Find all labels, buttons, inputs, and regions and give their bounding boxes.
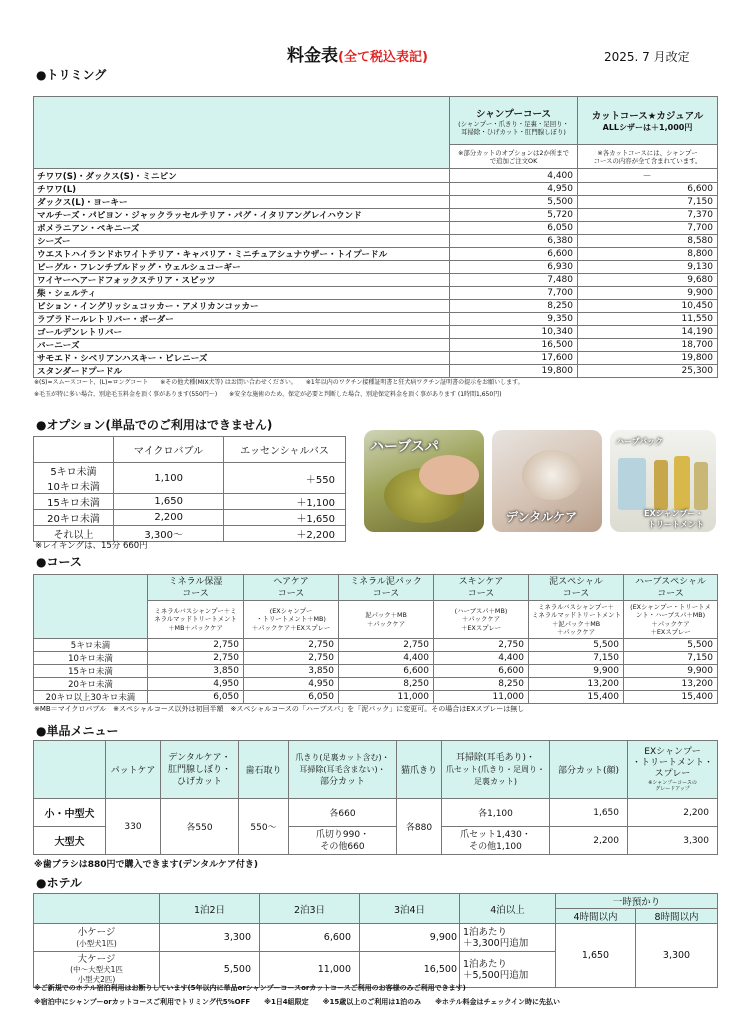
trimming-cut-price: 10,450	[578, 300, 718, 313]
trimming-row	[34, 248, 718, 261]
trimming-breed: ラブラドールレトリバー・ボーダー	[34, 313, 450, 326]
single-row-small-label: 小・中型犬	[34, 799, 106, 827]
trimming-breed: 柴・シェルティ	[34, 287, 450, 300]
course-desc-line: ＋EXスプレー	[650, 628, 691, 636]
single-col-nail	[289, 741, 397, 799]
single-pack-value: 330	[106, 799, 161, 855]
course-desc-line: ミネラルバスシャンプー＋	[538, 602, 614, 611]
course-desc-line: ミネラルバスシャンプー＋ミ	[154, 606, 237, 615]
hotel-note-1: ※ご新規でのホテル宿泊利用はお断りしています(5年以内に単品orシャンプーコースorカットコースご利用のお客様のみご利用できます)	[34, 984, 466, 992]
options-header-blank	[34, 437, 114, 463]
single-col-cat-claw: 猫爪きり	[397, 741, 442, 799]
single-menu-note: ※歯ブラシは880円で購入できます(デンタルケア付き)	[34, 860, 259, 870]
options-row-label: 15キロ未満	[34, 494, 114, 510]
course-price: 15,400	[624, 691, 718, 704]
hotel-col: 4泊以上	[460, 894, 556, 924]
hotel-extra-line: 1泊あたり	[463, 958, 508, 970]
single-row-large-label: 大型犬	[34, 827, 106, 855]
single-col-partcut: 部分カット(顔)	[550, 741, 628, 799]
nail-header-line: 部分カット	[320, 776, 365, 787]
options-row-label: 5キロ未満	[34, 463, 114, 479]
ex-header-line: スプレー	[654, 769, 691, 779]
course-price: 4,400	[434, 652, 529, 665]
hotel-row-label-line: 小ケージ	[77, 926, 116, 938]
options-heading: ●オプション(単品でのご利用はできません)	[36, 418, 273, 432]
course-desc-line: ＋パックケア	[366, 619, 406, 628]
course-price: 15,400	[529, 691, 624, 704]
trimming-row	[34, 235, 718, 248]
hotel-extra-line: ＋3,300円追加	[463, 937, 529, 949]
course-row-label: 20キロ未満	[34, 678, 148, 691]
single-dental-value: 各550	[161, 799, 239, 855]
trimming-cut-price: 25,300	[578, 365, 718, 378]
revision-date: 2025. 7 月改定	[604, 50, 690, 64]
ear-header-line: 足裏カット)	[473, 776, 518, 786]
course-desc-line: ＋パックケア	[651, 619, 690, 628]
hotel-temp-title: 一時預かり	[556, 894, 718, 909]
trimming-breed: チワワ(S)・ダックス(S)・ミニピン	[34, 169, 450, 183]
trimming-breed: ウエストハイランドホワイトテリア・キャバリア・ミニチュアシュナウザー・トイプードル	[34, 248, 450, 261]
course-price: 3,850	[148, 665, 244, 678]
single-partcut-large: 2,200	[550, 827, 628, 855]
hotel-extra-cell	[460, 952, 556, 988]
hotel-temp-4h: 1,650	[556, 924, 636, 988]
dental-header-line: デンタルケア・	[168, 752, 231, 763]
shampoo-course-desc1: (シャンプー・爪きり・足裏・足回り・	[458, 119, 569, 128]
options-cell: ＋2,200	[224, 526, 346, 542]
course-row	[34, 639, 718, 652]
course-price: 6,600	[339, 665, 434, 678]
options-row-label: それ以上	[34, 526, 114, 542]
shampoo-course-desc2: 耳掃除・ひげカット・肛門腺しぼり)	[461, 127, 566, 136]
trimming-cut-price: －	[578, 169, 718, 183]
single-header-blank	[34, 741, 106, 799]
single-claw-value: 各880	[397, 799, 442, 855]
nail-large-line: その他660	[320, 841, 365, 852]
course-desc-line: ミネラルマッドトリートメント	[532, 611, 621, 619]
options-col-microbubble: マイクロバブル	[114, 437, 224, 463]
course-price: 7,150	[624, 652, 718, 665]
trimming-shampoo-price: 4,400	[450, 169, 578, 183]
course-price: 4,950	[244, 678, 339, 691]
single-ex-small: 2,200	[628, 799, 718, 827]
trimming-shampoo-price: 4,950	[450, 183, 578, 196]
cut-course-title: カットコース★カジュアル	[591, 111, 704, 122]
trimming-cut-price: 8,800	[578, 248, 718, 261]
nail-large-line: 爪切り990・	[315, 829, 370, 840]
course-col-desc	[434, 601, 529, 639]
trimming-note-2: ※毛玉が特に多い場合、別途毛玉料金を頂く事があります(550円～) ※安全な施術のため、保定が必要と判断した場合、別途保定料金を頂く事があります (1時間1,650円)	[34, 391, 502, 398]
hotel-temp-col: 4時間以内	[556, 909, 636, 924]
course-price: 6,050	[244, 691, 339, 704]
course-price: 5,500	[624, 639, 718, 652]
course-desc-line: ント・ハーブスパ＋MB)	[635, 611, 706, 619]
herb-pack-label: ハーブパック	[616, 437, 663, 446]
course-title-line: ヘアケア	[273, 576, 309, 587]
hotel-temp-8h: 3,300	[636, 924, 718, 988]
course-price: 13,200	[624, 678, 718, 691]
hotel-cell: 16,500	[360, 952, 460, 988]
hotel-col: 3泊4日	[360, 894, 460, 924]
trimming-breed: ビーグル・フレンチブルドッグ・ウェルシュコーギー	[34, 261, 450, 274]
course-price: 2,750	[148, 652, 244, 665]
trimming-breed: ポメラニアン・ペキニーズ	[34, 222, 450, 235]
ear-header-line: 爪セット(爪きり・足周り・	[445, 764, 546, 774]
course-heading: ●コース	[36, 555, 82, 569]
trimming-breed: チワワ(L)	[34, 183, 450, 196]
trimming-row	[34, 339, 718, 352]
hotel-temp-col: 8時間以内	[636, 909, 718, 924]
shampoo-note-line2: で追加ご注文OK	[489, 156, 538, 165]
course-title-line: ミネラル泥パック	[350, 576, 422, 587]
course-price: 13,200	[529, 678, 624, 691]
hotel-col: 1泊2日	[160, 894, 260, 924]
trimming-shampoo-price: 17,600	[450, 352, 578, 365]
ex-header-note: グレードアップ	[655, 786, 690, 792]
trimming-header-blank	[34, 97, 450, 169]
cut-course-header	[578, 97, 718, 145]
trimming-cut-price: 14,190	[578, 326, 718, 339]
course-title-line: コース	[277, 588, 305, 599]
herb-spa-label: ハーブスパ	[370, 439, 439, 455]
hotel-cell: 3,300	[160, 924, 260, 952]
hotel-cell: 6,600	[260, 924, 360, 952]
ex-header-line: EXシャンプー	[644, 747, 701, 757]
trimming-row	[34, 274, 718, 287]
trimming-breed: シーズー	[34, 235, 450, 248]
trimming-cut-price: 9,680	[578, 274, 718, 287]
cut-course-note	[578, 145, 718, 169]
dental-care-photo	[492, 430, 602, 532]
trimming-shampoo-price: 7,700	[450, 287, 578, 300]
course-row-label: 5キロ未満	[34, 639, 148, 652]
hotel-cell: 11,000	[260, 952, 360, 988]
course-price: 11,000	[434, 691, 529, 704]
single-col-tartar: 歯石取り	[239, 741, 289, 799]
course-title-line: スキンケア	[458, 576, 504, 587]
single-partcut-small: 1,650	[550, 799, 628, 827]
options-cell: 1,650	[114, 494, 224, 510]
shampoo-note-line1: ※部分カットのオプションは2か所まで	[457, 148, 570, 157]
single-col-pack: パットケア	[106, 741, 161, 799]
course-desc-line: ＋パックケア＋EXスプレー	[251, 623, 331, 632]
trimming-cut-price: 6,600	[578, 183, 718, 196]
trimming-row	[34, 287, 718, 300]
trimming-cut-price: 9,130	[578, 261, 718, 274]
course-price: 2,750	[339, 639, 434, 652]
shampoo-course-header	[450, 97, 578, 145]
course-desc-line: ・トリートメント＋MB)	[256, 615, 326, 624]
trimming-note-1: ※(S)=スムースコート、(L)=ロングコート ※その他犬種(MIX犬等) はお問い合わせください。 ※1年以内のワクチン接種証明書と狂犬病ワクチン証明書の提示をお願いします。	[34, 379, 524, 386]
course-price: 5,500	[529, 639, 624, 652]
trimming-breed: バーニーズ	[34, 339, 450, 352]
single-col-dental	[161, 741, 239, 799]
trimming-cut-price: 11,550	[578, 313, 718, 326]
course-col-title	[339, 575, 434, 601]
course-col-desc	[148, 601, 244, 639]
course-title-line: コース	[182, 588, 209, 599]
course-desc-line: ＋EXスプレー	[460, 623, 502, 632]
trimming-shampoo-price: 7,480	[450, 274, 578, 287]
course-price: 7,150	[529, 652, 624, 665]
course-desc-line: ＋泥パック＋MB	[551, 619, 601, 628]
course-header-blank	[34, 575, 148, 639]
hotel-note-2: ※宿泊中にシャンプーorカットコースご利用でトリミング代5%OFF ※1日4組限定 ※15歳以上のご利用は1泊のみ ※ホテル料金はチェックイン時に先払い	[34, 998, 560, 1006]
single-menu-table	[33, 740, 718, 855]
cut-note-line2: コースの内容が全て含まれています。	[593, 156, 702, 165]
hotel-extra-line: 1泊あたり	[463, 926, 508, 938]
course-price: 9,900	[529, 665, 624, 678]
ear-large-line: その他1,100	[469, 841, 522, 852]
trimming-cut-price: 19,800	[578, 352, 718, 365]
trimming-breed: マルチーズ・パピヨン・ジャックラッセルテリア・パグ・イタリアングレイハウンド	[34, 209, 450, 222]
options-cell: 3,300～	[114, 526, 224, 542]
trimming-breed: ゴールデンレトリバー	[34, 326, 450, 339]
course-title-line: 泥スペシャル	[549, 576, 603, 587]
trimming-heading: ●トリミング	[36, 68, 107, 82]
course-desc-line: 泥パック＋MB	[365, 611, 407, 619]
course-price: 2,750	[148, 639, 244, 652]
single-nail-small: 各660	[289, 799, 397, 827]
hotel-row-label-line: 小型犬2匹)	[77, 974, 116, 984]
options-col-essential: エッセンシャルバス	[224, 437, 346, 463]
course-col-desc	[339, 601, 434, 639]
page-title	[287, 41, 428, 66]
course-row-label: 10キロ未満	[34, 652, 148, 665]
cut-note-line1: ※各カットコースには、シャンプー	[597, 148, 698, 157]
course-price: 4,950	[148, 678, 244, 691]
course-desc-line: ＋MB＋パックケア	[168, 623, 223, 632]
course-row-label: 15キロ未満	[34, 665, 148, 678]
course-row	[34, 691, 718, 704]
course-row	[34, 678, 718, 691]
trimming-shampoo-price: 6,050	[450, 222, 578, 235]
course-title-line: コース	[562, 588, 590, 599]
single-ex-large: 3,300	[628, 827, 718, 855]
nail-header-line: 耳掃除(耳毛含まない)・	[299, 764, 386, 774]
course-col-desc	[529, 601, 624, 639]
course-desc-line: ネラルマッドトリートメント	[154, 615, 237, 624]
single-menu-heading: ●単品メニュー	[36, 724, 119, 738]
title-main: 料金表	[287, 46, 338, 66]
course-col-title	[529, 575, 624, 601]
options-cell: ＋1,650	[224, 510, 346, 526]
trimming-shampoo-price: 19,800	[450, 365, 578, 378]
dental-header-line: ひげカット	[177, 776, 222, 787]
options-row-label: 10キロ未満	[34, 478, 114, 494]
trimming-row	[34, 209, 718, 222]
options-table	[33, 436, 346, 542]
trimming-shampoo-price: 6,380	[450, 235, 578, 248]
trimming-shampoo-price: 9,350	[450, 313, 578, 326]
hotel-row-label-line: (中～大型犬1匹	[70, 964, 123, 974]
trimming-row	[34, 300, 718, 313]
nail-header-line: 爪きり(足裏カット含む)・	[295, 752, 390, 762]
herb-pack-photo	[610, 430, 716, 532]
single-ear-large	[442, 827, 550, 855]
options-row-label: 20キロ未満	[34, 510, 114, 526]
hotel-row-small-label	[34, 924, 160, 952]
trimming-breed: スタンダードプードル	[34, 365, 450, 378]
hotel-cell: 9,900	[360, 924, 460, 952]
trimming-shampoo-price: 10,340	[450, 326, 578, 339]
cut-course-sub: ALLシザーは＋1,000円	[602, 123, 693, 132]
trimming-cut-price: 7,150	[578, 196, 718, 209]
course-price: 2,750	[434, 639, 529, 652]
options-cell: 2,200	[114, 510, 224, 526]
course-price: 3,850	[244, 665, 339, 678]
course-title-line: ハーブスペシャル	[634, 576, 706, 587]
course-title-line: コース	[467, 588, 495, 599]
single-col-ear	[442, 741, 550, 799]
course-title-line: コース	[372, 588, 400, 599]
hotel-row-label-line: (小型犬1匹)	[76, 938, 117, 948]
hotel-col: 2泊3日	[260, 894, 360, 924]
trimming-shampoo-price: 5,720	[450, 209, 578, 222]
trimming-row	[34, 169, 718, 183]
hotel-header-blank	[34, 894, 160, 924]
course-note: ※MB＝マイクロバブル ※スペシャルコース以外は初回半額 ※スペシャルコースの「ハーブスパ」を「泥パック」に変更可。その場合はEXスプレーは無し	[34, 705, 525, 713]
trimming-cut-price: 8,580	[578, 235, 718, 248]
course-price: 9,900	[624, 665, 718, 678]
trimming-cut-price: 7,700	[578, 222, 718, 235]
course-price: 2,750	[244, 652, 339, 665]
hotel-row-label-line: 大ケージ	[77, 953, 116, 965]
course-desc-line: ＋パックケア	[461, 615, 501, 624]
course-table	[33, 574, 718, 704]
trimming-breed: ビション・イングリッシュコッカー・アメリカンコッカー	[34, 300, 450, 313]
options-note: ※レイキングは、15分 660円	[35, 541, 148, 551]
hotel-extra-line: ＋5,500円追加	[463, 969, 529, 981]
trimming-row	[34, 261, 718, 274]
ear-large-line: 爪セット1,430・	[460, 829, 531, 840]
course-row	[34, 665, 718, 678]
dental-header-line: 肛門腺しぼり・	[167, 764, 231, 775]
trimming-row	[34, 222, 718, 235]
trimming-row	[34, 352, 718, 365]
course-col-title	[434, 575, 529, 601]
ex-header-note: ※シャンプーコースの	[648, 780, 697, 786]
trimming-cut-price: 18,700	[578, 339, 718, 352]
trimming-row	[34, 365, 718, 378]
trimming-shampoo-price: 16,500	[450, 339, 578, 352]
trimming-breed: サモエド・シベリアンハスキー・ピレニーズ	[34, 352, 450, 365]
shampoo-course-note	[450, 145, 578, 169]
course-price: 4,400	[339, 652, 434, 665]
course-price: 6,600	[434, 665, 529, 678]
title-sub: (全て税込表記)	[338, 50, 428, 65]
course-col-desc	[244, 601, 339, 639]
course-col-title	[244, 575, 339, 601]
course-col-title	[148, 575, 244, 601]
course-price: 8,250	[434, 678, 529, 691]
ear-header-line: 耳掃除(耳毛あり)・	[455, 752, 536, 763]
trimming-row	[34, 313, 718, 326]
course-desc-line: ＋パックケア	[556, 628, 596, 636]
single-col-ex	[628, 741, 718, 799]
single-nail-large	[289, 827, 397, 855]
options-cell: ＋1,100	[224, 494, 346, 510]
course-title-line: コース	[657, 588, 684, 599]
trimming-row	[34, 196, 718, 209]
hotel-cell: 5,500	[160, 952, 260, 988]
trimming-table	[33, 96, 718, 378]
trimming-row	[34, 326, 718, 339]
options-cell: ＋550	[224, 463, 346, 494]
hotel-table	[33, 893, 718, 988]
trimming-breed: ワイヤーヘアードフォックステリア・スピッツ	[34, 274, 450, 287]
course-row	[34, 652, 718, 665]
course-desc-line: (EXシャンプー・トリートメ	[630, 602, 711, 611]
hotel-heading: ●ホテル	[36, 876, 82, 890]
trimming-shampoo-price: 8,250	[450, 300, 578, 313]
ex-header-line: ・トリートメント・	[632, 758, 713, 768]
ex-shampoo-label-2: トリートメント	[648, 520, 704, 529]
trimming-cut-price: 7,370	[578, 209, 718, 222]
dental-care-label: デンタルケア	[506, 510, 578, 524]
course-desc-line: (ハーブスパ＋MB)	[454, 606, 508, 615]
hotel-extra-cell	[460, 924, 556, 952]
single-ear-small: 各1,100	[442, 799, 550, 827]
ex-shampoo-label-1: EXシャンプー・	[644, 509, 704, 518]
course-row-label: 20キロ以上30キロ未満	[34, 691, 148, 704]
course-desc-line: (EXシャンプー	[269, 606, 313, 615]
trimming-shampoo-price: 6,930	[450, 261, 578, 274]
course-title-line: ミネラル保湿	[168, 576, 223, 587]
course-price: 2,750	[244, 639, 339, 652]
options-cell: 1,100	[114, 463, 224, 494]
trimming-cut-price: 9,900	[578, 287, 718, 300]
trimming-row	[34, 183, 718, 196]
course-price: 11,000	[339, 691, 434, 704]
course-price: 6,050	[148, 691, 244, 704]
course-col-desc	[624, 601, 718, 639]
course-col-title	[624, 575, 718, 601]
trimming-shampoo-price: 5,500	[450, 196, 578, 209]
course-price: 8,250	[339, 678, 434, 691]
trimming-breed: ダックス(L)・ヨーキー	[34, 196, 450, 209]
shampoo-course-title: シャンプーコース	[475, 108, 552, 120]
single-tartar-value: 550～	[239, 799, 289, 855]
trimming-shampoo-price: 6,600	[450, 248, 578, 261]
herb-spa-photo	[364, 430, 484, 532]
